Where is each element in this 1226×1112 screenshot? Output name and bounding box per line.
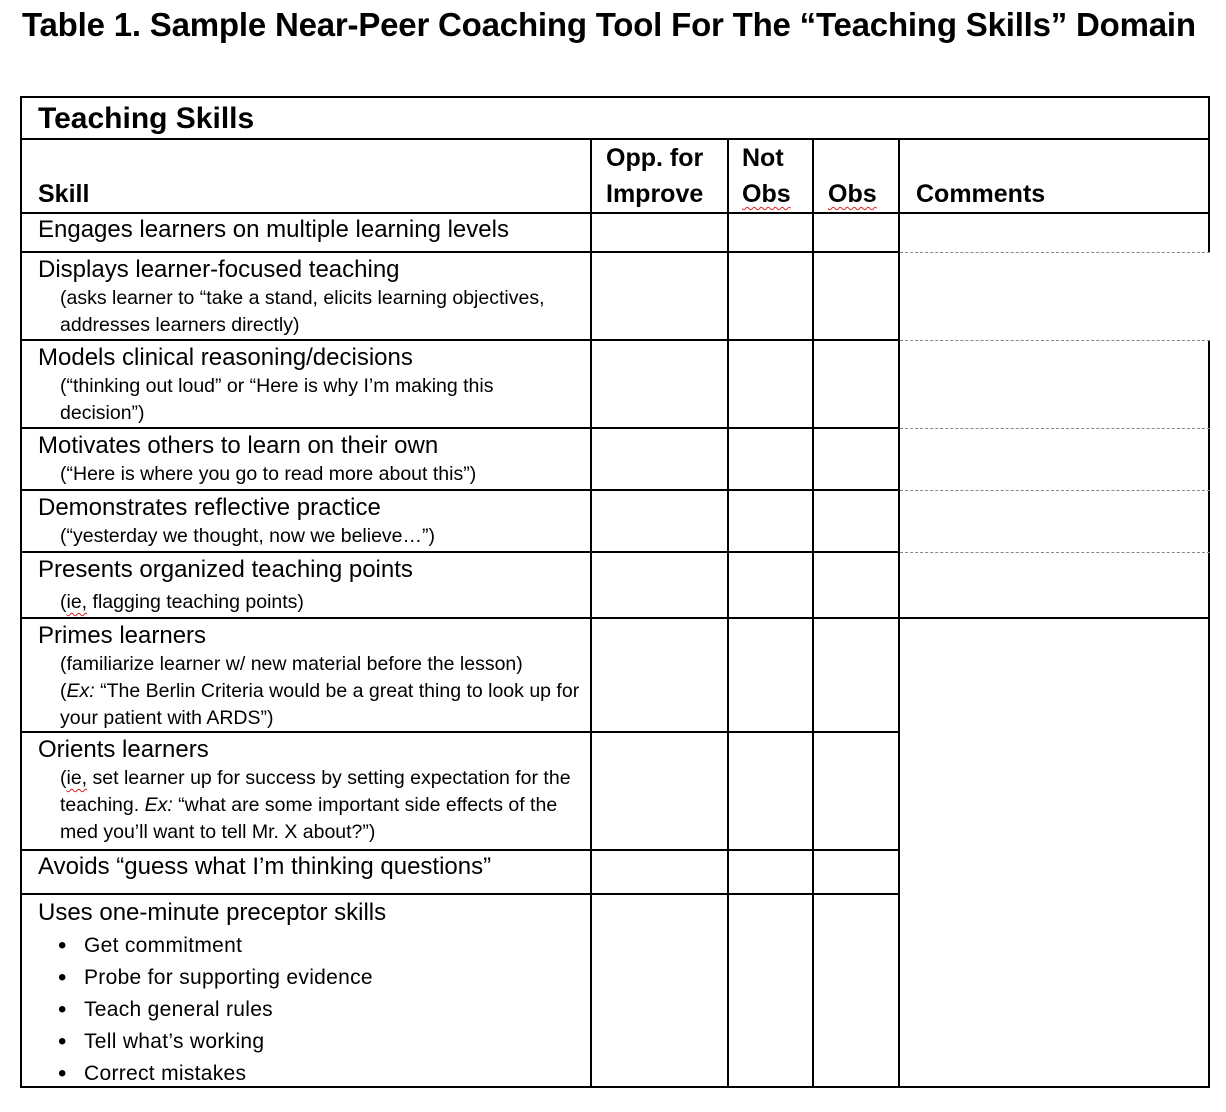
row-divider — [20, 427, 900, 429]
skill-label: Motivates others to learn on their own — [38, 432, 439, 459]
skill-label: Primes learners — [38, 622, 207, 649]
skill-example: (Ex: “The Berlin Criteria would be a great thing to look up for your patient with ARDS”) — [60, 680, 580, 729]
coaching-tool-table — [20, 96, 1210, 1088]
border-top — [20, 96, 1210, 98]
header-comments: Comments — [916, 180, 1046, 208]
header-notobs-line2: Obs — [742, 180, 791, 208]
list-item: • Correct mistakes — [58, 1058, 590, 1090]
skill-label: Demonstrates reflective practice — [38, 494, 381, 521]
ie-abbrev: ie, — [66, 767, 88, 789]
header-divider — [20, 212, 1210, 214]
list-item: • Probe for supporting evidence — [58, 962, 590, 994]
row-divider — [20, 339, 900, 341]
skill-note: (“Here is where you go to read more about this”) — [60, 463, 477, 485]
table-caption: Table 1. Sample Near-Peer Coaching Tool For The “Teaching Skills” Domain — [22, 6, 1196, 43]
skill-note: (“yesterday we thought, now we believe…”) — [60, 525, 436, 547]
skill-label: Displays learner-focused teaching — [38, 256, 400, 283]
header-obs: Obs — [828, 180, 877, 208]
skill-note: (familiarize learner w/ new material before the lesson) — [60, 653, 523, 675]
skill-note: (ie, flagging teaching points) — [60, 591, 304, 613]
skill-row-one-minute — [38, 898, 590, 1090]
header-notobs-line1: Not — [742, 144, 784, 172]
list-item: • Get commitment — [58, 930, 590, 962]
col-divider-comments — [898, 138, 900, 1088]
row-divider — [20, 617, 1210, 619]
comment-divider — [900, 252, 1210, 253]
skill-note: (asks learner to “take a stand, elicits learning objectives, addresses learners directly) — [60, 287, 545, 336]
skill-row-clinical-reasoning — [38, 343, 590, 427]
header-opp-line1: Opp. for — [606, 144, 704, 172]
border-right-upper — [1208, 96, 1210, 252]
skill-label: Avoids “guess what I’m thinking questions” — [38, 853, 492, 880]
comment-divider — [900, 340, 1210, 341]
skill-row-avoids — [38, 852, 590, 882]
list-item: • Teach general rules — [58, 994, 590, 1026]
skill-row-motivates — [38, 431, 590, 488]
col-divider-opp — [590, 138, 592, 1088]
skill-label: Uses one-minute preceptor skills — [38, 899, 387, 926]
row-divider — [20, 551, 900, 553]
skill-label: Engages learners on multiple learning levels — [38, 216, 509, 243]
row-divider — [20, 893, 900, 895]
skill-note: (“thinking out loud” or “Here is why I’m making this decision”) — [60, 375, 494, 424]
skill-label: Models clinical reasoning/decisions — [38, 344, 413, 371]
preceptor-skill-list — [38, 930, 590, 1090]
border-right-lower — [1208, 340, 1210, 1086]
header-opp-line2: Improve — [606, 180, 704, 208]
comment-divider — [900, 552, 1210, 553]
skill-row-engages — [38, 215, 590, 245]
col-divider-obs — [812, 138, 814, 1088]
skill-label: Presents organized teaching points — [38, 556, 413, 583]
row-divider — [20, 489, 900, 491]
row-divider — [20, 849, 900, 851]
skill-row-primes — [38, 621, 590, 732]
border-left — [20, 96, 22, 1088]
skill-note: (ie, set learner up for success by setting expectation for the teaching. Ex: “what are some important side effects of the med you’ll want to tell Mr. X about?”) — [60, 767, 571, 843]
ie-abbrev: ie, — [66, 591, 88, 613]
section-title: Teaching Skills — [38, 102, 255, 135]
skill-row-orients — [38, 735, 590, 846]
row-divider — [20, 251, 900, 253]
skill-label: Orients learners — [38, 736, 209, 763]
comment-divider — [900, 490, 1210, 491]
list-item: • Tell what’s working — [58, 1026, 590, 1058]
skill-row-learner-focused — [38, 255, 590, 339]
skill-row-organized — [38, 555, 590, 616]
skill-row-reflective — [38, 493, 590, 550]
comment-divider — [900, 428, 1210, 429]
header-skill: Skill — [38, 180, 90, 208]
col-divider-notobs — [727, 138, 729, 1088]
